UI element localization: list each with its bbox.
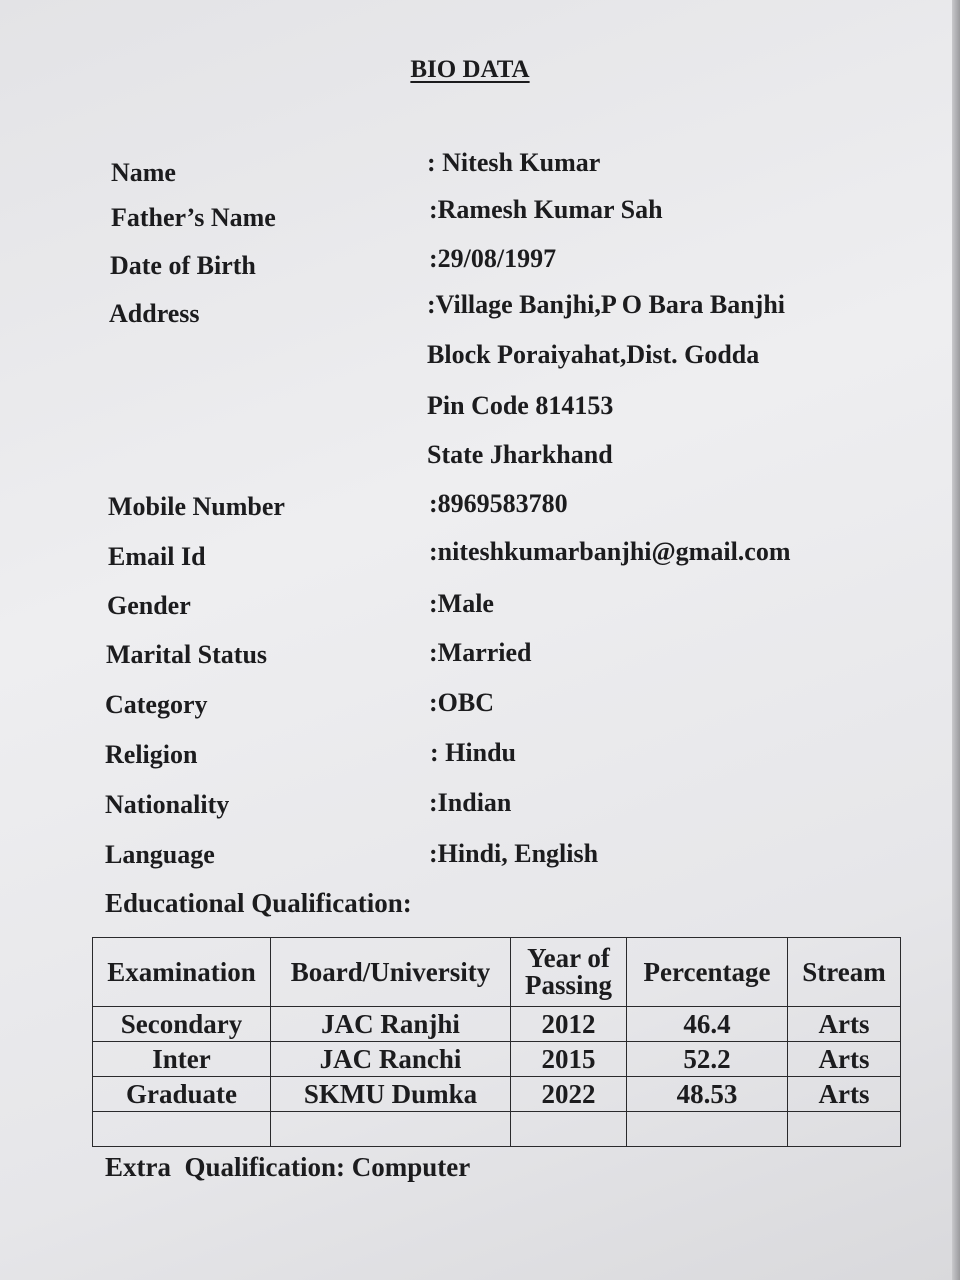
- cell-year: 2022: [511, 1077, 627, 1112]
- header-examination: Examination: [93, 938, 271, 1007]
- education-header-row: [93, 938, 901, 1007]
- language-value: :Hindi, English: [429, 839, 599, 868]
- page-edge-shadow: [952, 0, 960, 1280]
- document-title: BIO DATA: [410, 56, 530, 83]
- header-year-of-passing: Year of Passing: [511, 938, 627, 1007]
- religion-label: Religion: [105, 740, 198, 769]
- cell-stream: Arts: [788, 1042, 901, 1077]
- extra-qualification: Extra Qualification: Computer: [105, 1152, 471, 1182]
- cell-board: [271, 1112, 511, 1147]
- cell-board: SKMU Dumka: [271, 1077, 511, 1112]
- cell-board: JAC Ranjhi: [271, 1007, 511, 1042]
- cell-year: 2012: [511, 1007, 627, 1042]
- address-label: Address: [109, 299, 200, 328]
- category-label: Category: [105, 690, 208, 719]
- table-row: [93, 1007, 901, 1042]
- marital-status-label: Marital Status: [106, 640, 268, 669]
- cell-examination: Secondary: [93, 1007, 271, 1042]
- header-board-university: Board/University: [271, 938, 511, 1007]
- education-table: [92, 937, 901, 1147]
- education-heading: Educational Qualification:: [105, 888, 412, 918]
- cell-board: JAC Ranchi: [271, 1042, 511, 1077]
- father-name-value: :Ramesh Kumar Sah: [429, 195, 663, 224]
- cell-year: 2015: [511, 1042, 627, 1077]
- header-percentage: Percentage: [627, 938, 788, 1007]
- category-value: :OBC: [429, 688, 494, 717]
- nationality-value: :Indian: [429, 788, 512, 817]
- address-line-2: Block Poraiyahat,Dist. Godda: [427, 340, 760, 369]
- table-row: [93, 1077, 901, 1112]
- gender-value: :Male: [429, 589, 494, 618]
- father-name-label: Father’s Name: [111, 203, 276, 232]
- religion-value: : Hindu: [430, 738, 516, 767]
- email-label: Email Id: [108, 542, 206, 571]
- header-stream: Stream: [788, 938, 901, 1007]
- mobile-value: :8969583780: [429, 489, 568, 518]
- nationality-label: Nationality: [105, 790, 230, 819]
- table-row-empty: [93, 1112, 901, 1147]
- cell-examination: Graduate: [93, 1077, 271, 1112]
- cell-percentage: 52.2: [627, 1042, 788, 1077]
- mobile-label: Mobile Number: [108, 492, 285, 521]
- name-label: Name: [111, 158, 176, 187]
- name-value: : Nitesh Kumar: [427, 148, 601, 177]
- cell-percentage: 48.53: [627, 1077, 788, 1112]
- dob-value: :29/08/1997: [429, 244, 557, 273]
- cell-examination: [93, 1112, 271, 1147]
- table-row: [93, 1042, 901, 1077]
- address-line-4: State Jharkhand: [427, 440, 613, 469]
- email-value: :niteshkumarbanjhi@gmail.com: [429, 537, 791, 566]
- dob-label: Date of Birth: [110, 251, 256, 280]
- cell-stream: Arts: [788, 1007, 901, 1042]
- cell-stream: [788, 1112, 901, 1147]
- address-line-3: Pin Code 814153: [427, 391, 614, 420]
- cell-examination: Inter: [93, 1042, 271, 1077]
- cell-stream: Arts: [788, 1077, 901, 1112]
- cell-percentage: 46.4: [627, 1007, 788, 1042]
- cell-year: [511, 1112, 627, 1147]
- marital-status-value: :Married: [429, 638, 532, 667]
- language-label: Language: [105, 840, 215, 869]
- address-value: :Village Banjhi,P O Bara Banjhi: [427, 290, 786, 319]
- gender-label: Gender: [107, 591, 191, 620]
- cell-percentage: [627, 1112, 788, 1147]
